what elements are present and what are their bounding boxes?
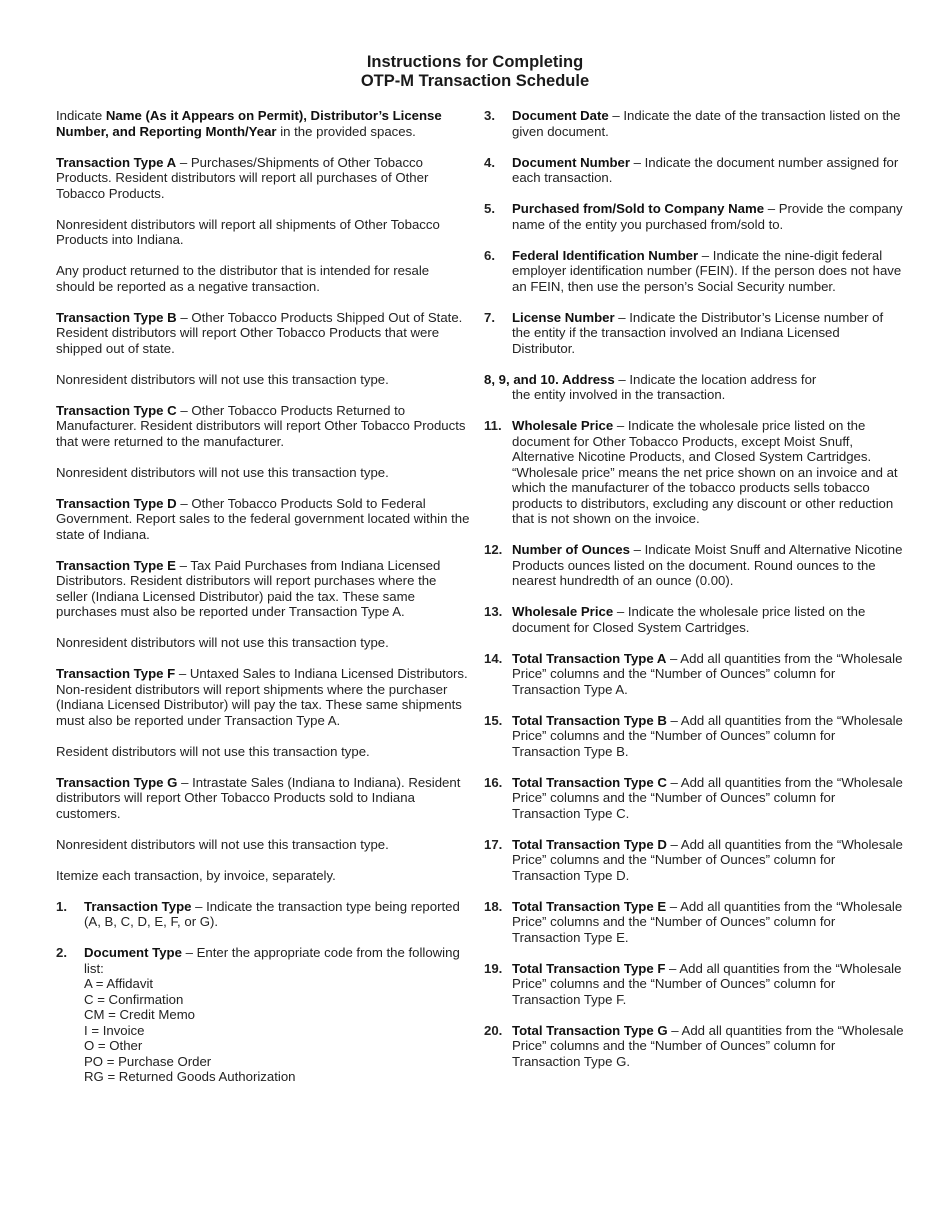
type-c-note: Nonresident distributors will not use this transaction type. — [56, 464, 389, 480]
item-number: 14. — [484, 650, 503, 666]
item-number: 18. — [484, 898, 503, 914]
instruction-item-2: 2. Document Type – Enter the appropriate code from the following list: A = Affidavit C = Confirmation CM = Credit Memo I = Invoice O = Other PO = Purchase Order RG = Returned Goods Authorization — [56, 945, 470, 1085]
type-a-nonresident-paragraph: Nonresident distributors will report all shipments of Other Tobacco Products into Indiana. — [56, 216, 440, 247]
instruction-item-14: 14. Total Transaction Type A – Add all quantities from the “Wholesale Price” columns and the “Number of Ounces” column for Transaction Type A. — [484, 650, 903, 697]
type-e-paragraph: Transaction Type E – Tax Paid Purchases from Indiana Licensed Distributors. Resident distributors will report purchases where the seller (Indiana Licensed Distributor) paid the tax. These same purchases must also be reported under Transaction Type A. — [56, 557, 441, 619]
title-line-2: OTP-M Transaction Schedule — [360, 72, 590, 90]
type-e-note: Nonresident distributors will not use this transaction type. — [56, 635, 389, 650]
instruction-item-16: 16. Total Transaction Type C – Add all quantities from the “Wholesale Price” columns and the “Number of Ounces” column for Transaction Type C. — [484, 774, 903, 821]
type-b-paragraph: Transaction Type B – Other Tobacco Products Shipped Out of State. Resident distributors will report Other Tobacco Products that were shipped out of state. — [56, 309, 463, 356]
instruction-item-8-10: 8, 9, and 10. Address – Indicate the location address for the entity involved in the transaction. — [484, 371, 817, 402]
instruction-item-15: 15. Total Transaction Type B – Add all quantities from the “Wholesale Price” columns and the “Number of Ounces” column for Transaction Type B. — [484, 712, 903, 759]
title-line-1: Instructions for Completing — [366, 53, 584, 71]
instruction-item-3: 3. Document Date – Indicate the date of the transaction listed on the given document. — [484, 108, 901, 139]
code-list-item: A = Affidavit — [84, 976, 154, 991]
type-a-paragraph: Transaction Type A – Purchases/Shipments of Other Tobacco Products. Resident distributors will report all purchases of Other Tobacco Products. — [56, 154, 429, 201]
instruction-item-18: 18. Total Transaction Type E – Add all quantities from the “Wholesale Price” columns and the “Number of Ounces” column for Transaction Type E. — [484, 898, 903, 945]
itemize-paragraph: Itemize each transaction, by invoice, separately. — [56, 867, 336, 883]
instruction-item-7: 7. License Number – Indicate the Distributor’s License number of the entity if the transaction involved an Indiana Licensed Distributor. — [484, 309, 884, 356]
type-a-returns-paragraph: Any product returned to the distributor that is intended for resale should be reported as a negative transaction. — [56, 263, 430, 294]
item-number: 4. — [484, 154, 495, 170]
code-list-item: CM = Credit Memo — [84, 1007, 196, 1022]
item-number: 3. — [484, 108, 495, 123]
intro-paragraph: Indicate Name (As it Appears on Permit), Distributor’s License Number, and Reporting Month/Year in the provided spaces. — [56, 108, 442, 139]
type-b-note: Nonresident distributors will not use this transaction type. — [56, 371, 389, 387]
document-type-code-list — [84, 976, 470, 1085]
type-c-paragraph: Transaction Type C – Other Tobacco Products Returned to Manufacturer. Resident distributors will report Other Tobacco Products that were returned to the manufacturer. — [56, 402, 466, 449]
code-list-item: O = Other — [84, 1038, 143, 1053]
code-list-item: PO = Purchase Order — [84, 1053, 212, 1069]
item-number: 17. — [484, 836, 503, 852]
instruction-item-12: 12. Number of Ounces – Indicate Moist Snuff and Alternative Nicotine Products ounces listed on the document. Round ounces to the nearest hundredth of an ounce (0.00). — [484, 542, 903, 588]
code-list-item: C = Confirmation — [84, 991, 184, 1007]
item-number: 16. — [484, 774, 503, 790]
item-number: 7. — [484, 309, 495, 325]
instruction-item-1: 1. Transaction Type – Indicate the transaction type being reported (A, B, C, D, E, F, or G). — [56, 898, 460, 929]
instruction-item-19: 19. Total Transaction Type F – Add all quantities from the “Wholesale Price” columns and the “Number of Ounces” column for Transaction Type F. — [484, 960, 902, 1007]
instruction-item-13: 13. Wholesale Price – Indicate the wholesale price listed on the document for Closed System Cartridges. — [484, 604, 866, 635]
type-d-paragraph: Transaction Type D – Other Tobacco Products Sold to Federal Government. Report sales to the federal government located within the state of Indiana. — [56, 495, 470, 542]
item-number: 11. — [484, 418, 502, 433]
type-f-note: Resident distributors will not use this transaction type. — [56, 743, 370, 759]
code-list-item: RG = Returned Goods Authorization — [84, 1069, 296, 1084]
page-title — [0, 53, 950, 91]
instruction-item-11: 11. Wholesale Price – Indicate the wholesale price listed on the document for Other Tobacco Products, except Moist Snuff, Alternative Nicotine Products, and Closed System Cartridges. “Wholesale price” means the net price shown on an invoice and at which the manufacturer of the tobacco products sells tobacco products to distributors, excluding any discount or other reduction that is not shown on the invoice. — [484, 418, 898, 526]
item-number: 12. — [484, 542, 503, 557]
item-number: 19. — [484, 960, 503, 976]
item-number: 6. — [484, 247, 495, 263]
instruction-item-4: 4. Document Number – Indicate the document number assigned for each transaction. — [484, 154, 899, 185]
instruction-item-5: 5. Purchased from/Sold to Company Name – Provide the company name of the entity you purchased from/sold to. — [484, 201, 903, 232]
instruction-item-20: 20. Total Transaction Type G – Add all quantities from the “Wholesale Price” columns and the “Number of Ounces” column for Transaction Type G. — [484, 1022, 904, 1069]
code-list-item: I = Invoice — [84, 1022, 145, 1038]
item-number: 15. — [484, 712, 503, 728]
item-number: 1. — [56, 898, 67, 914]
type-g-note: Nonresident distributors will not use this transaction type. — [56, 836, 389, 852]
type-f-paragraph: Transaction Type F – Untaxed Sales to Indiana Licensed Distributors. Non-resident distributors will report shipments where the purchaser (Indiana Licensed Distributor) will pay the tax. These same shipments must also be reported under Transaction Type A. — [56, 666, 468, 728]
item-number: 20. — [484, 1022, 503, 1038]
right-column — [484, 108, 904, 1085]
instruction-item-6: 6. Federal Identification Number – Indicate the nine-digit federal employer identification number (FEIN). If the person does not have an FEIN, then use the person’s Social Security number. — [484, 247, 902, 294]
item-number: 13. — [484, 604, 503, 619]
instruction-item-17: 17. Total Transaction Type D – Add all quantities from the “Wholesale Price” columns and the “Number of Ounces” column for Transaction Type D. — [484, 836, 903, 883]
left-column — [56, 108, 470, 1100]
type-g-paragraph: Transaction Type G – Intrastate Sales (Indiana to Indiana). Resident distributors will report Other Tobacco Products sold to Indiana customers. — [56, 774, 461, 821]
item-number: 5. — [484, 201, 495, 216]
item-number: 2. — [56, 945, 67, 960]
